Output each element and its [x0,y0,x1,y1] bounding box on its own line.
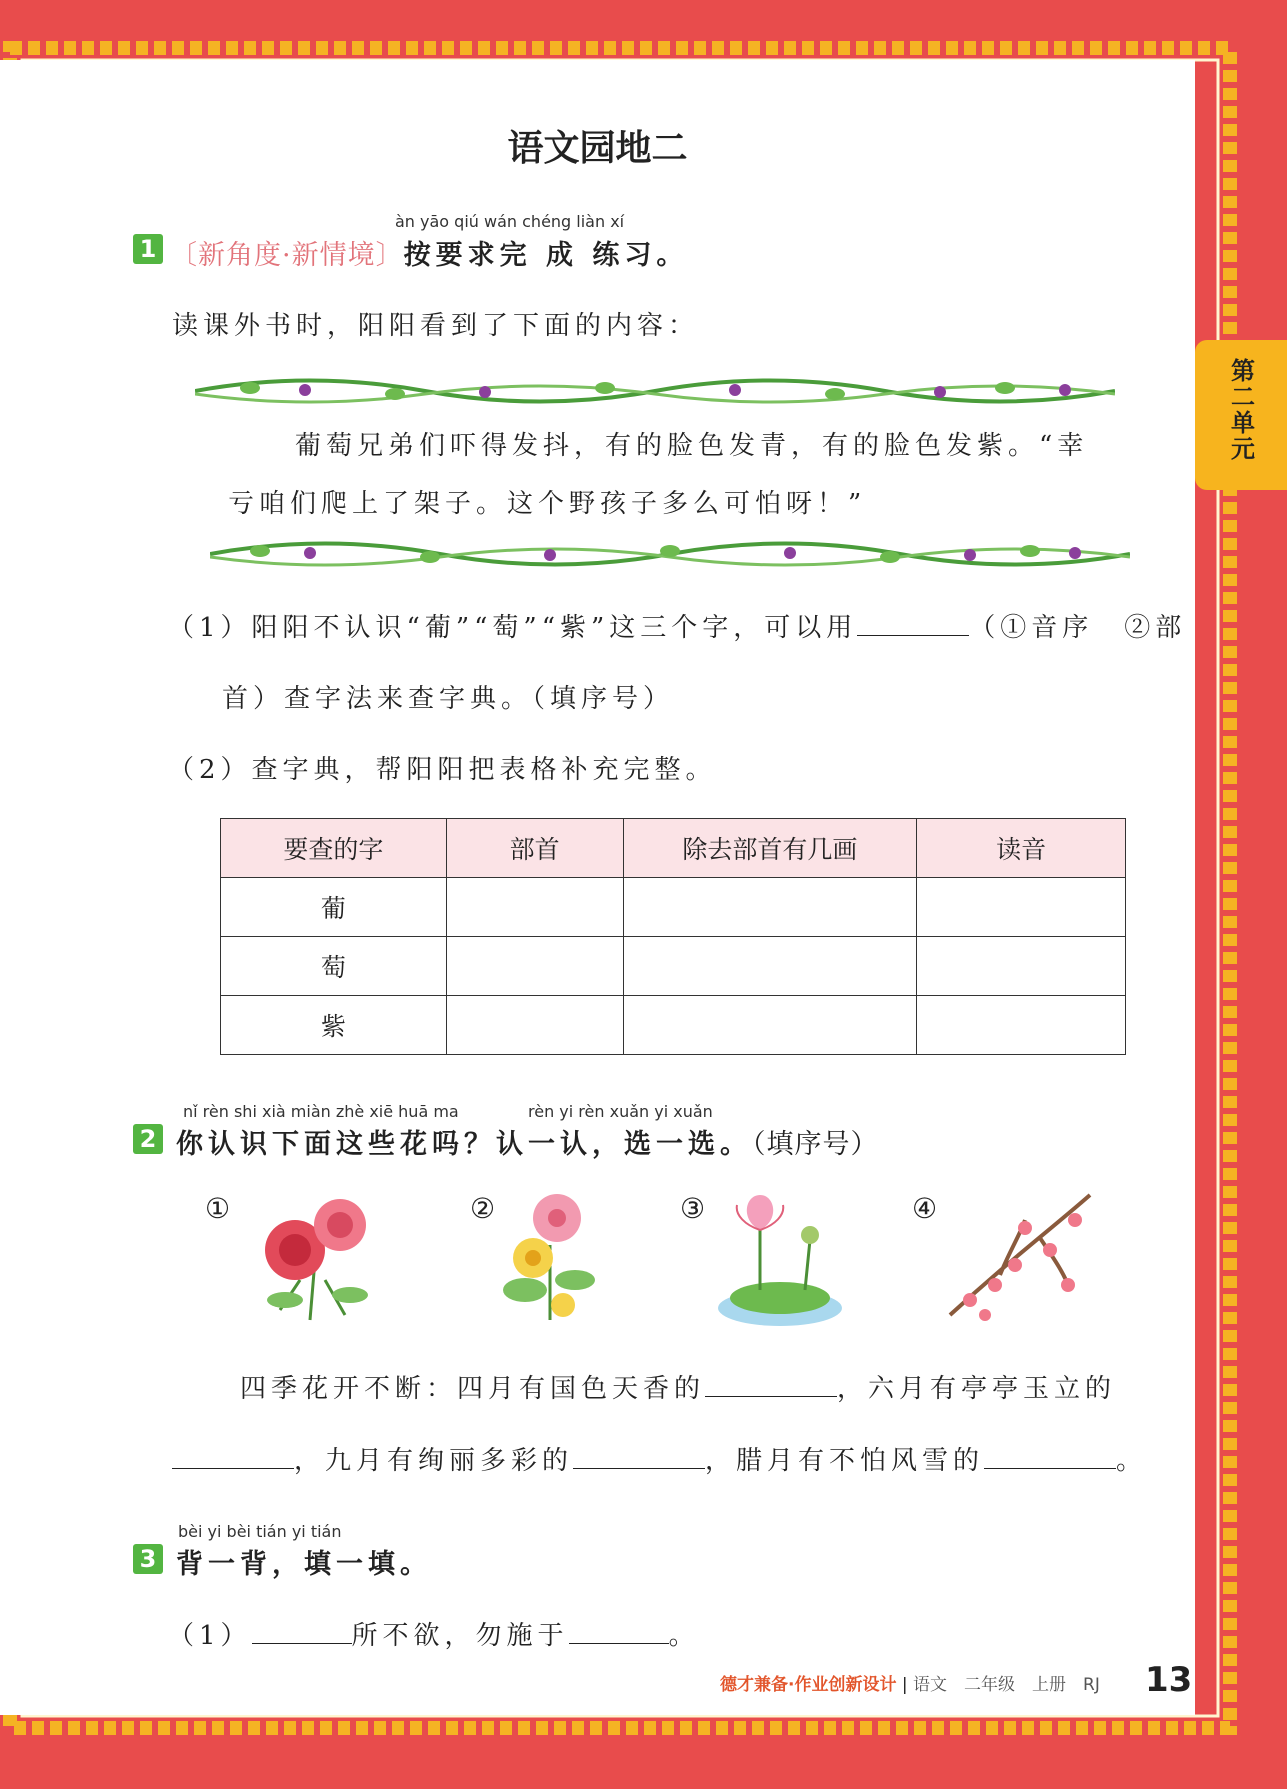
answer-blank[interactable] [705,1370,837,1397]
lookup-table [220,818,1126,1055]
table-cell-char: 葡 [221,878,447,937]
question-3-number: 3 [133,1544,163,1574]
flower-sentence-line-1: 四季花开不断：四月有国色天香的 ，六月有亭亭玉立的 [240,1368,1116,1405]
table-cell-answer[interactable] [623,937,917,996]
question-1-tag: 〔新角度·新情境〕 [170,240,404,271]
lotus-icon [715,1190,845,1330]
table-header: 要查的字 [221,819,447,878]
table-header: 读音 [917,819,1126,878]
table-cell-char: 紫 [221,996,447,1055]
table-cell-answer[interactable] [917,996,1126,1055]
chrysanthemum-icon [495,1190,605,1325]
answer-blank[interactable] [857,609,969,636]
passage-line-2: 亏咱们爬上了架子。这个野孩子多么可怕呀！” [228,489,867,519]
question-2-pinyin-a: nǐ rèn shi xià miàn zhè xiē huā ma [183,1102,459,1121]
question-1-intro: 读课外书时，阳阳看到了下面的内容： [172,311,700,341]
grape-vine-bottom [210,533,1130,575]
question-1-instruction: 按要求完 成 练习。 [403,240,689,271]
flower-label: ③ [680,1192,706,1225]
table-cell-answer[interactable] [623,996,917,1055]
passage-line-1: 葡萄兄弟们吓得发抖，有的脸色发青，有的脸色发紫。“幸 [295,431,1089,461]
question-1-text [170,233,688,272]
table-cell-answer[interactable] [446,878,623,937]
answer-blank[interactable] [569,1617,669,1644]
question-3-text: 背一背，填一填。 [176,1549,432,1580]
table-row [221,996,1126,1055]
question-1-pinyin: àn yāo qiú wán chéng liàn xí [395,212,625,231]
question-2-pinyin-b: rèn yi rèn xuǎn yi xuǎn [528,1102,713,1121]
answer-blank[interactable] [573,1442,705,1469]
grape-vine-top [195,370,1115,412]
page-title: 语文园地二 [507,128,688,169]
table-header-row [221,819,1126,878]
table-cell-answer[interactable] [917,878,1126,937]
answer-blank[interactable] [984,1442,1116,1469]
question-3-pinyin: bèi yi bèi tián yi tián [178,1522,342,1541]
table-header: 除去部首有几画 [623,819,917,878]
flower-sentence-line-2: ，九月有绚丽多彩的 ，腊月有不怕风雪的 。 [172,1440,1147,1477]
flower-label: ② [470,1192,496,1225]
table-cell-answer[interactable] [446,937,623,996]
sub-question-2: （2）查字典，帮阳阳把表格补充完整。 [168,755,717,785]
page-number: 13 [1145,1660,1193,1700]
plum-blossom-icon [940,1190,1095,1325]
question-2-number: 2 [133,1124,163,1154]
peony-icon [240,1190,390,1325]
table-cell-answer[interactable] [917,937,1126,996]
sub-question-3-1: （1） 所不欲，勿施于 。 [168,1615,700,1652]
table-cell-char: 萄 [221,937,447,996]
footer-text: 德才兼备·作业创新设计 | 语文 二年级 上册 RJ [720,1675,1100,1695]
table-cell-answer[interactable] [446,996,623,1055]
answer-blank[interactable] [252,1617,352,1644]
flower-label: ① [205,1192,231,1225]
sub-question-1-line-1: （1）阳阳不认识“葡”“萄”“紫”这三个字，可以用 （①音序 ②部 [168,607,1186,644]
question-2-text: 你认识下面这些花吗？认一认，选一选。（填序号） [176,1129,879,1160]
unit-tab: 第二单元 [1195,340,1287,490]
question-1-number: 1 [133,234,163,264]
table-row [221,878,1126,937]
flower-label: ④ [912,1192,938,1225]
sub-question-1-line-2: 首）查字法来查字典。（填序号） [222,684,675,714]
table-cell-answer[interactable] [623,878,917,937]
table-row [221,937,1126,996]
table-header: 部首 [446,819,623,878]
answer-blank[interactable] [172,1442,294,1469]
